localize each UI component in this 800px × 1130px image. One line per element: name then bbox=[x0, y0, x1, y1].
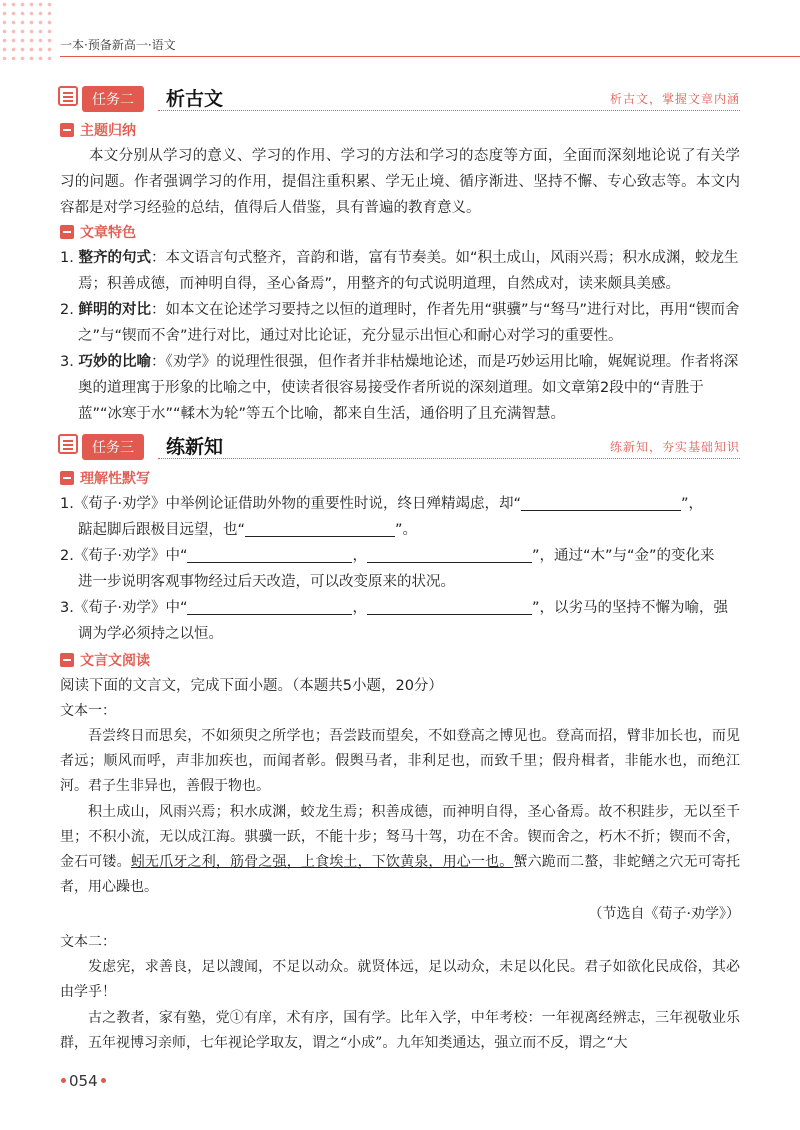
theme-heading: 主题归纳 bbox=[60, 120, 136, 140]
reading-heading: 文言文阅读 bbox=[60, 650, 150, 670]
feature-item-2: 2. 鲜明的对比：如本文在论述学习要持之以恒的道理时，作者先用“骐骥”与“驽马”进行对比，再用“锲而舍之”与“锲而不舍”进行对比，通过对比论证，充分显示出恒心和耐心对学习的重要性。 bbox=[60, 302, 740, 344]
answer-blank[interactable] bbox=[245, 520, 395, 537]
task2-banner bbox=[58, 84, 740, 114]
answer-blank[interactable] bbox=[187, 598, 352, 615]
task2-title: 析古文 bbox=[166, 88, 224, 110]
dictation-q2: 2.《荀子·劝学》中“ ， ”，通过“木”与“金”的变化来 进一步说明客观事物经过后天改造，可以改变原来的状况。 bbox=[60, 548, 715, 590]
notebook-icon bbox=[58, 86, 78, 106]
section-marker-icon bbox=[60, 653, 74, 667]
task3-title: 练新知 bbox=[166, 436, 224, 458]
text1-label: 文本一： bbox=[60, 703, 116, 719]
notebook-icon bbox=[58, 434, 78, 454]
task3-divider bbox=[158, 458, 740, 459]
text1-source: （节选自《荀子·劝学》） bbox=[588, 906, 740, 922]
underlined-sentence: 蚓无爪牙之利，筋骨之强，上食埃土，下饮黄泉，用心一也。 bbox=[130, 854, 514, 870]
answer-blank[interactable] bbox=[367, 546, 532, 563]
section-marker-icon bbox=[60, 471, 74, 485]
task2-badge: 任务二 bbox=[82, 86, 144, 112]
page-number: 054 bbox=[58, 1072, 109, 1090]
task2-subtitle: 析古文，掌握文章内涵 bbox=[609, 92, 740, 106]
feature-item-3: 3. 巧妙的比喻：《劝学》的说理性很强，但作者并非枯燥地论述，而是巧妙运用比喻，娓娓说理。作者将深奥的道理寓于形象的比喻之中，使读者很容易接受作者所说的深刻道理。如文章第2段中的“青胜于蓝”“冰寒于水”“輮木为轮”等五个比喻，都来自生活，通俗明了且充满智慧。 bbox=[60, 354, 739, 422]
feature-item-1: 1. 整齐的句式：本文语言句式整齐，音韵和谐，富有节奏美。如“积土成山，风雨兴焉；积水成渊，蛟龙生焉；积善成德，而神明自得，圣心备焉”，用整齐的句式说明道理，自然成对，读来颇具美感。 bbox=[60, 250, 739, 292]
text2-paragraph-2: 古之教者，家有塾，党①有庠，术有序，国有学。比年入学，中年考校：一年视离经辨志，三年视敬业乐群，五年视博习亲师，七年视论学取友，谓之“小成”。九年知类通达，强立而不反，谓之“大 bbox=[60, 1010, 740, 1051]
features-heading: 文章特色 bbox=[60, 222, 136, 242]
section-marker-icon bbox=[60, 225, 74, 239]
task3-banner bbox=[58, 432, 740, 462]
dictation-q3: 3.《荀子·劝学》中“ ， ”，以劣马的坚持不懈为喻，强 调为学必须持之以恒。 bbox=[60, 600, 728, 642]
answer-blank[interactable] bbox=[521, 494, 681, 511]
text1-paragraph-2: 积土成山，风雨兴焉；积水成渊，蛟龙生焉；积善成德，而神明自得，圣心备焉。故不积跬步，无以至千里；不积小流，无以成江海。骐骥一跃，不能十步；驽马十驾，功在不舍。锲而舍之，朽木不折；锲而不舍，金石可镂。蚓无爪牙之利，筋骨之强，上食埃土，下饮黄泉，用心一也。蟹六跪而二螯，非蛇鳝之穴无可寄托者，用心躁也。 bbox=[60, 804, 741, 895]
decorative-dots bbox=[0, 0, 55, 60]
task3-subtitle: 练新知，夯实基础知识 bbox=[609, 440, 740, 454]
task2-divider bbox=[158, 110, 740, 111]
task3-badge: 任务三 bbox=[82, 434, 144, 460]
text2-label: 文本二： bbox=[60, 934, 116, 950]
section-marker-icon bbox=[60, 123, 74, 137]
header-divider bbox=[60, 56, 800, 57]
running-header: 一本·预备新高一·语文 bbox=[60, 38, 176, 52]
answer-blank[interactable] bbox=[367, 598, 532, 615]
answer-blank[interactable] bbox=[187, 546, 352, 563]
dictation-heading: 理解性默写 bbox=[60, 468, 150, 488]
text1-paragraph-1: 吾尝终日而思矣，不如须臾之所学也；吾尝跂而望矣，不如登高之博见也。登高而招，臂非加长也，而见者远；顺风而呼，声非加疾也，而闻者彰。假舆马者，非利足也，而致千里；假舟楫者，非能水也，而绝江河。君子生非异也，善假于物也。 bbox=[60, 728, 740, 794]
text2-paragraph-1: 发虑宪，求善良，足以謏闻，不足以动众。就贤体远，足以动众，未足以化民。君子如欲化民成俗，其必由学乎！ bbox=[60, 959, 740, 1000]
dictation-q1: 1.《荀子·劝学》中举例论证借助外物的重要性时说，终日殚精竭虑，却“ ”， 踮起脚后跟极目远望，也“ ”。 bbox=[60, 496, 703, 538]
reading-intro: 阅读下面的文言文，完成下面小题。（本题共5小题，20分） bbox=[60, 678, 443, 694]
theme-paragraph: 本文分别从学习的意义、学习的作用、学习的方法和学习的态度等方面，全面而深刻地论说了有关学习的问题。作者强调学习的作用，提倡注重积累、学无止境、循序渐进、坚持不懈、专心致志等。本文内容都是对学习经验的总结，值得后人借鉴，具有普遍的教育意义。 bbox=[60, 148, 740, 216]
